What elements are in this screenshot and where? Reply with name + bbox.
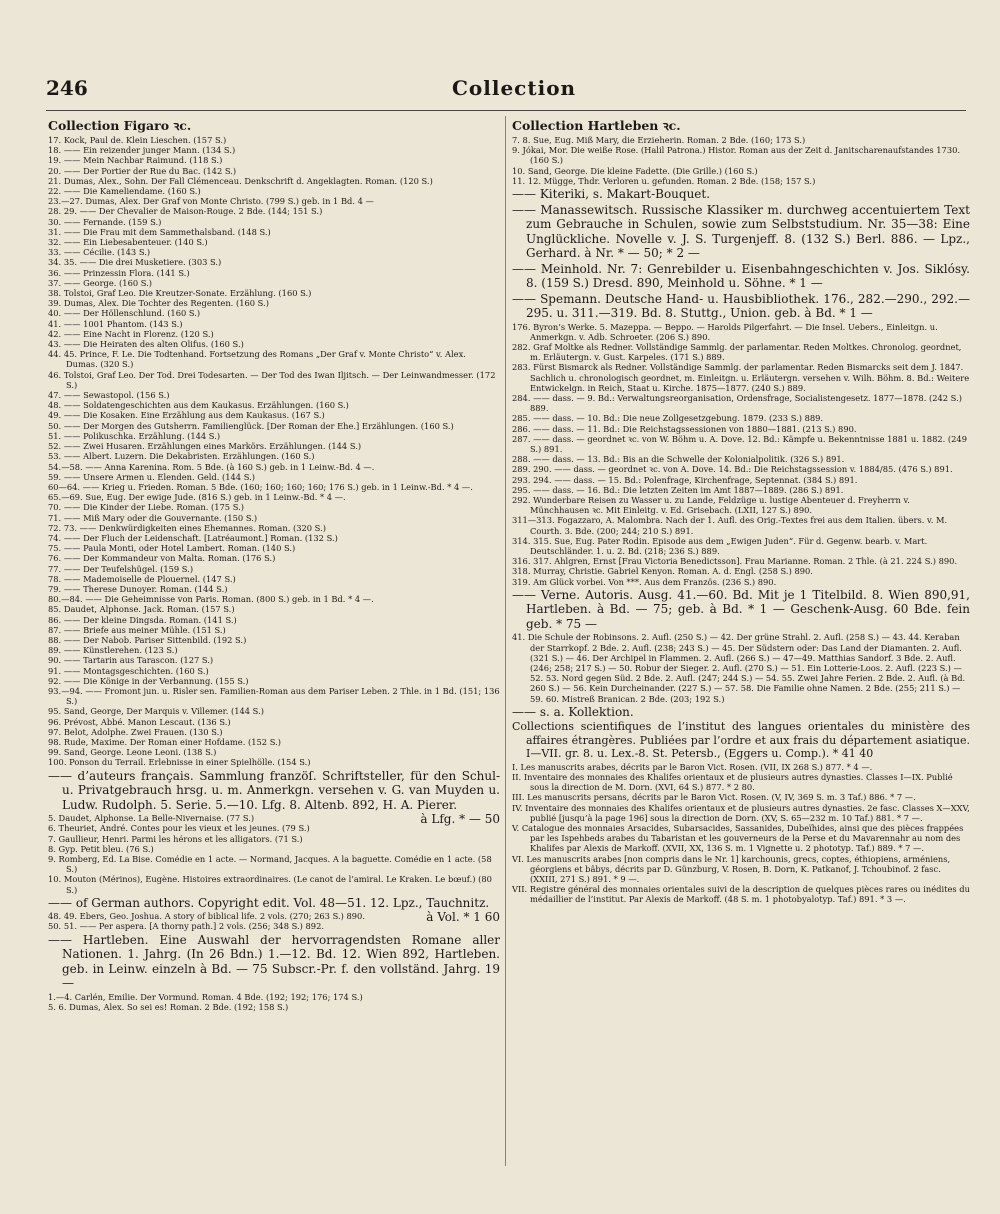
list-item: 289. 290. —— dass. — geordnet ꝛc. von A. Dove. 14. Bd.: Die Reichstagssession v. 1884/85. (476 S.) 891. [512, 464, 953, 475]
list-item: 99. Sand, George. Leone Leoni. (138 S.) [48, 747, 217, 758]
list-item: 33. —— Cécilie. (143 S.) [48, 247, 151, 258]
german-authors-price: à Vol. * 1 60 [426, 910, 500, 925]
list-item: 42. —— Eine Nacht in Florenz. (120 S.) [48, 328, 214, 339]
list-item: 72. 73. —— Denkwürdigkeiten eines Ehemannes. Roman. (320 S.) [48, 522, 326, 533]
list-item: 97. Belot, Adolphe. Zwei Frauen. (130 S.) [48, 726, 223, 737]
list-item: 21. Dumas, Alex., Sohn. Der Fall Clémenceau. Denkschrift d. Angeklagten. Roman. (120 S.) [48, 175, 433, 186]
section-heading-figaro: Collection Figaro ꝛc. [48, 118, 192, 133]
verne-entry-list [512, 632, 970, 703]
list-item: 295. —— dass. — 16. Bd.: Die letzten Zeiten im Amt 1887—1889. (286 S.) 891. [512, 484, 844, 495]
list-item: I. Les manuscrits arabes, décrits par le Baron Vict. Rosen. (VII, IX 268 S.) 877. * 4 —. [512, 761, 873, 772]
hartleben-entry-list [48, 992, 500, 1012]
list-item: 77. —— Der Teufelshügel. (159 S.) [48, 563, 194, 574]
page-number: 246 [46, 76, 88, 100]
list-item: 293. 294. —— dass. — 15. Bd.: Polenfrage, Kirchenfrage, Septennat. (384 S.) 891. [512, 474, 858, 485]
hartleben-continued-list [512, 135, 970, 186]
list-item: 20. —— Der Portier der Rue du Bac. (142 S.) [48, 165, 237, 176]
list-item: 50. 51. —— Per aspera. [A thorny path.] 2 vols. (256; 348 S.) 892. [48, 921, 324, 932]
list-item: 41. Die Schule der Robinsons. 2. Aufl. (250 S.) — 42. Der grüne Strahl. 2. Aufl. (258 S.) — 43. 44. Keraban der Starrkopf. 2 Bde. 2. Aufl. (238; 243 S.) — 45. Der Südstern oder: Das Land der Diamanten. 2. Aufl. (321 S.) — 46. Der Archipel in Flammen. 2. Aufl. (266 S.) — 47—49. Matthias Sandorf. 3 Bde. 2. Aufl. (246; 258; 217 S.) — 50. Robur der Sieger. 2. Aufl. (270 S.) — 51. Ein Lotterie-Loos. 2. Aufl. (223 S.) — 52. 53. Nord gegen Süd. 2 Bde. 2. Aufl. (247; 244 S.) — 54. 55. Zwei Jahre Ferien. 2 Bde. 2. Aufl. (à Bd. 260 S.) — 56. Kein Durcheinander. (227 S.) — 57. 58. Die Familie ohne Namen. 2 Bde. (255; 211 S.) — 59. 60. Mistreß Branican. 2 Bde. (203; 192 S.) [512, 632, 966, 704]
list-item: 85. Daudet, Alphonse. Jack. Roman. (157 S.) [48, 604, 235, 615]
list-item: 88. —— Der Nabob. Pariser Sittenbild. (192 S.) [48, 634, 247, 645]
list-item: 284. —— dass. — 9. Bd.: Verwaltungsreorganisation, Ordensfrage, Socialistengesetz. 1877—1878. (242 S.) 889. [512, 392, 962, 414]
auteurs-francais-text: —— d’auteurs français. Sammlung franzöſ. Schriftsteller, für den Schul- u. Privatgebrauch hrsg. u. m. Anmerkgn. versehen v. G. van Muyden u. Ludw. Rudolph. 5. Serie. 5.—10. Lfg. 8. Altenb. 892, H. A. Pierer. [48, 768, 500, 812]
list-item: 314. 315. Sue, Eug. Pater Rodin. Episode aus dem „Ewigen Juden“. Für d. Gegenw. bearb. v. Mart. Deutschländer. 1. u. 2. Bd. (218; 236 S.) 889. [512, 535, 928, 556]
list-item: 316. 317. Ahlgren, Ernst [Frau Victoria Benedictsson]. Frau Marianne. Roman. 2 Thle. (à 21. 224 S.) 890. [512, 556, 958, 567]
list-item: 95. Sand, George, Der Marquis v. Villemer. (144 S.) [48, 706, 264, 717]
list-item: IV. Inventaire des monnaies des Khalifes orientaux et de plusieurs autres dynasties. 2e fasc. Classes X—XXV, publié [jusqu’à la page 196] sous la direction de Dorn. (XV, S. 65—232 m. 10 Taf.) 881. * 7 —. [512, 802, 970, 823]
list-item: 49. —— Die Kosaken. Eine Erzählung aus dem Kaukasus. (167 S.) [48, 410, 325, 421]
spemann-entry: —— Spemann. Deutsche Hand- u. Hausbibliothek. 176., 282.—290., 292.—295. u. 311.—319. Bd. 8. Stuttg., Union. geb. à Bd. * 1 — [512, 291, 970, 321]
list-item: 40. —— Der Höllenschlund. (160 S.) [48, 308, 201, 319]
list-item: 7. Gaullieur, Henri. Parmi les hérons et les alligators. (71 S.) [48, 833, 303, 844]
list-item: 47. —— Sewastopol. (156 S.) [48, 390, 170, 401]
header-rule [46, 110, 966, 111]
list-item: 53. —— Albert. Luzern. Die Dekabristen. Erzählungen. (160 S.) [48, 451, 315, 462]
list-item: 78. —— Mademoiselle de Plouernel. (147 S.) [48, 573, 236, 584]
figaro-entry-list [48, 135, 500, 768]
collections-entry-list [512, 762, 970, 905]
list-item: 36. —— Prinzessin Flora. (141 S.) [48, 267, 190, 278]
list-item: 5. Daudet, Alphonse. La Belle-Nivernaise. (77 S.) [48, 813, 255, 824]
list-item: 5. 6. Dumas, Alex. So sei es! Roman. 2 Bde. (192; 158 S.) [48, 1001, 289, 1012]
list-item: 18. —— Ein reizender junger Mann. (134 S.) [48, 145, 236, 156]
list-item: 92. —— Die Könige in der Verbannung. (155 S.) [48, 675, 249, 686]
left-column [48, 116, 500, 1166]
list-item: 9. Jókai, Mor. Die weiße Rose. (Halil Patrona.) Histor. Roman aus der Zeit d. Janitscharenaufstandes 1730. (160 S.) [512, 145, 961, 166]
list-item: 34. 35. —— Die drei Musketiere. (303 S.) [48, 257, 222, 268]
list-item: 283. Fürst Bismarck als Redner. Vollständige Sammlg. der parlamentar. Reden Bismarcks seit dem J. 1847. Sachlich u. chronologisch geordnet, m. Einleitgn. u. Erläutergn. versehen v. Wilh. Böhm. 8. Bd.: Weitere Entwickelgn. in Reich, Staat u. Kirche. 1875—1877. (240 S.) 889. [512, 362, 970, 393]
list-item: 79. —— Therese Dunoyer. Roman. (144 S.) [48, 583, 228, 594]
german-authors-text: —— of German authors. Copyright edit. Vol. 48—51. 12. Lpz., Tauchnitz. [48, 895, 490, 910]
list-item: 10. Mouton (Mérinos), Eugène. Histoires extraordinaires. (Le canot de l’amiral. Le Kraken. Le bœuf.) (80 S.) [48, 874, 492, 895]
kiteriki-entry: —— Kiteriki, s. Makart-Bouquet. [512, 187, 711, 202]
list-item: 38. Tolstoi, Graf Leo. Die Kreutzer-Sonate. Erzählung. (160 S.) [48, 288, 312, 299]
list-item: 318. Murray, Christie. Gabriel Kenyon. Roman. A. d. Engl. (258 S.) 890. [512, 566, 813, 577]
list-item: 48. —— Soldatengeschichten aus dem Kaukasus. Erzählungen. (160 S.) [48, 400, 349, 411]
list-item: 48. 49. Ebers, Geo. Joshua. A story of biblical life. 2 vols. (270; 263 S.) 890. [48, 911, 365, 922]
list-item: 39. Dumas, Alex. Die Tochter des Regenten. (160 S.) [48, 298, 269, 309]
list-item: 86. —— Der kleine Dingsda. Roman. (141 S.) [48, 614, 237, 625]
list-item: 65.—69. Sue, Eug. Der ewige Jude. (816 S.) geb. in 1 Leinw.-Bd. * 4 —. [48, 492, 346, 503]
meinhold-entry: —— Meinhold. Nr. 7: Genrebilder u. Eisenbahngeschichten v. Jos. Siklósy. 8. (159 S.) Dresd. 890, Meinhold u. Söhne. * 1 — [512, 261, 970, 291]
column-divider [505, 116, 506, 1166]
list-item: 176. Byron’s Werke. 5. Mazeppa. — Beppo. — Harolds Pilgerfahrt. — Die Insel. Uebers., Einleitgn. u. Anmerkgn. v. Adb. Schroeter. (206 S.) 890. [512, 321, 938, 342]
list-item: 46. Tolstoi, Graf Leo. Der Tod. Drei Todesarten. — Der Tod des Iwan Iljitsch. — Der Leinwandmesser. (172 S.) [48, 369, 496, 390]
list-item: 80.—84. —— Die Geheimnisse von Paris. Roman. (800 S.) geb. in 1 Bd. * 4 —. [48, 594, 374, 605]
list-item: 76. —— Der Kommandeur von Malta. Roman. (176 S.) [48, 553, 276, 564]
auteurs-francais-price: à Lfg. * — 50 [420, 812, 500, 827]
list-item: 311—313. Fogazzaro, A. Malombra. Nach der 1. Aufl. des Orig.-Textes frei aus dem Italien. übers. v. M. Courth. 3. Bde. (200; 244; 210 S.) 891. [512, 515, 948, 536]
list-item: 75. —— Paula Monti, oder Hotel Lambert. Roman. (140 S.) [48, 543, 296, 554]
list-item: 8. Gyp. Petit bleu. (76 S.) [48, 843, 154, 854]
list-item: 91. —— Montagsgeschichten. (160 S.) [48, 665, 209, 676]
list-item: 30. —— Fernande. (159 S.) [48, 216, 162, 227]
list-item: 44. 45. Prince, F. Le. Die Todtenhand. Fortsetzung des Romans „Der Graf v. Monte Christo“ v. Alex. Dumas. (320 S.) [48, 349, 466, 370]
verne-entry: —— Verne. Autoris. Ausg. 41.—60. Bd. Mit je 1 Titelbild. 8. Wien 890,91, Hartleben. à Bd. — 75; geb. à Bd. * 1 — Geschenk-Ausg. 60 Bde. fein geb. * 75 — [512, 587, 970, 631]
list-item: 71. —— Miß Mary oder die Gouvernante. (150 S.) [48, 512, 258, 523]
section-heading-hartleben: Collection Hartleben ꝛc. [512, 118, 681, 133]
kollektion-entry: —— s. a. Kollektion. [512, 704, 634, 719]
list-item: 288. —— dass. — 13. Bd.: Bis an die Schwelle der Kolonialpolitik. (326 S.) 891. [512, 454, 845, 465]
list-item: 87. —— Briefe aus meiner Mühle. (151 S.) [48, 624, 226, 635]
list-item: 98. Rude, Maxime. Der Roman einer Hofdame. (152 S.) [48, 736, 281, 747]
list-item: 41. —— 1001 Phantom. (143 S.) [48, 318, 183, 329]
list-item: 43. —— Die Heiraten des alten Olifus. (160 S.) [48, 339, 244, 350]
list-item: 59. —— Unsere Armen u. Elenden. Geld. (144 S.) [48, 471, 255, 482]
list-item: 32. —— Ein Liebesabenteuer. (140 S.) [48, 237, 208, 248]
list-item: 7. 8. Sue, Eug. Miß Mary, die Erzieherin. Roman. 2 Bde. (160; 173 S.) [512, 135, 806, 145]
list-item: 285. —— dass. — 10. Bd.: Die neue Zollgesetzgebung. 1879. (233 S.) 889. [512, 413, 824, 424]
list-item: 28. 29. —— Der Chevalier de Maison-Rouge. 2 Bde. (144; 151 S.) [48, 206, 323, 217]
list-item: 96. Prévost, Abbé. Manon Lescaut. (136 S.) [48, 716, 231, 727]
list-item: 23.—27. Dumas, Alex. Der Graf von Monte Christo. (799 S.) geb. in 1 Bd. 4 — [48, 196, 374, 207]
list-item: V. Catalogue des monnaies Arsacides, Subarsacides, Sassanides, Dubeïhides, ainsi que des pièces frappées par les Ispehbeds arabes du Tabaristan et les gouverneurs de la Perse et du Mavarennahr au nom des Khalifes par Alexis de Markoff. (XVII, XX, 136 S. m. 1 Vignette u. 2 phototyp. Taf.) 889. * 7 —. [512, 822, 964, 854]
list-item: 54.—58. —— Anna Karenina. Rom. 5 Bde. (à 160 S.) geb. in 1 Leinw.-Bd. 4 —. [48, 461, 375, 472]
list-item: VI. Les manuscrits arabes [non compris dans le Nr. 1] karchounis, grecs, coptes, éthiopiens, arméniens, géorgiens et bâbys, décrits par D. Günzburg, V. Rosen, B. Dorn, K. Patkanof, J. Tchoubinof. 2 fasc. (XXIII, 271 S.) 891. * 9 —. [512, 853, 951, 884]
list-item: 93.—94. —— Fromont jun. u. Risler sen. Familien-Roman aus dem Pariser Leben. 2 Thle. in 1 Bd. (151; 136 S.) [48, 685, 500, 707]
list-item: 10. Sand, George. Die kleine Fadette. (Die Grille.) (160 S.) [512, 165, 758, 176]
list-item: 319. Am Glück vorbei. Von ***. Aus dem Französ. (236 S.) 890. [512, 576, 777, 587]
list-item: 89. —— Künstlerehen. (123 S.) [48, 645, 178, 656]
list-item: 282. Graf Moltke als Redner. Vollständige Sammlg. der parlamentar. Reden Moltkes. Chronolog. geordnet, m. Erläutergn. v. Gust. Karpeles. (171 S.) 889. [512, 341, 962, 363]
list-item: 1.—4. Carlén, Emilie. Der Vormund. Roman. 4 Bde. (192; 192; 176; 174 S.) [48, 991, 363, 1002]
spemann-entry-list [512, 322, 970, 587]
list-item: II. Inventaire des monnaies des Khalifes orientaux et de plusieurs autres dynasties. Classes I—IX. Publié sous la direction de M. Dorn. (XVI, 64 S.) 877. * 2 80. [512, 771, 953, 793]
list-item: III. Les manuscrits persans, décrits par le Baron Vict. Rosen. (V, IV, 369 S. m. 3 Taf.) 886. * 7 —. [512, 792, 916, 803]
list-item: 70. —— Die Kinder der Liebe. Roman. (175 S.) [48, 502, 244, 513]
hartleben-entry: —— Hartleben. Eine Auswahl der hervorragendsten Romane aller Nationen. 1. Jahrg. (In 26 Bdn.) 1.—12. Bd. 12. Wien 892, Hartleben. geb. in Leinw. einzeln à Bd. — 75 Subscr.-Pr. f. den vollständ. Jahrg. 19 — [48, 932, 500, 991]
list-item: 17. Kock, Paul de. Klein Lieschen. (157 S.) [48, 135, 227, 145]
list-item: 60—64. —— Krieg u. Frieden. Roman. 5 Bde. (160; 160; 160; 160; 176 S.) geb. in 1 Leinw.-Bd. * 4 —. [48, 481, 473, 492]
list-item: 11. 12. Mügge, Thdr. Verloren u. gefunden. Roman. 2 Bde. (158; 157 S.) [512, 175, 816, 186]
list-item: 100. Ponson du Terrail. Erlebnisse in einer Spielhölle. (154 S.) [48, 757, 311, 768]
list-item: 22. —— Die Kameliendame. (160 S.) [48, 186, 201, 197]
list-item: 9. Romberg, Ed. La Bise. Comédie en 1 acte. — Normand, Jacques. A la baguette. Comédie en 1 acte. (58 S.) [48, 853, 492, 875]
list-item: 90. —— Tartarin aus Tarascon. (127 S.) [48, 655, 214, 666]
list-item: 6. Theuriet, André. Contes pour les vieux et les jeunes. (79 S.) [48, 823, 310, 834]
list-item: 286. —— dass. — 11. Bd.: Die Reichstagssessionen von 1880—1881. (213 S.) 890. [512, 423, 857, 434]
list-item: 51. —— Polikuschka. Erzählung. (144 S.) [48, 430, 221, 441]
list-item: 19. —— Mein Nachbar Raimund. (118 S.) [48, 155, 223, 166]
list-item: 37. —— George. (160 S.) [48, 277, 153, 288]
running-title: Collection [452, 76, 577, 100]
list-item: 292. Wunderbare Reisen zu Wasser u. zu Lande, Feldzüge u. lustige Abenteuer d. Freyherrn v. Münchhausen ꝛc. Mit Einleitg. v. Ed. Grisebach. (LXII, 127 S.) 890. [512, 494, 910, 516]
collections-scientifiques-entry: Collections scientifiques de l’institut des langues orientales du ministère des affaires étrangères. Publiées par l’ordre et aux frais du département asiatique. I—VII. gr. 8. u. Lex.-8. St. Petersb., (Eggers u. Comp.). * 41 40 [512, 720, 970, 761]
list-item: 52. —— Zwei Husaren. Erzählungen eines Markörs. Erzählungen. (144 S.) [48, 441, 362, 452]
list-item: 287. —— dass. — geordnet ꝛc. von W. Böhm u. A. Dove. 12. Bd.: Kämpfe u. Bekenntnisse 1881 u. 1882. (249 S.) 891. [512, 433, 967, 454]
list-item: 50. —— Der Morgen des Gutsherrn. Familienglück. [Der Roman der Ehe.] Erzählungen. (160 S.) [48, 420, 454, 431]
list-item: 74. —— Der Fluch der Leidenschaft. [Latréaumont.] Roman. (132 S.) [48, 532, 338, 543]
right-column [512, 116, 970, 1176]
list-item: 31. —— Die Frau mit dem Sammethalsband. (148 S.) [48, 226, 271, 237]
manassewitsch-entry: —— Manassewitsch. Russische Klassiker m. durchweg accentuiertem Text zum Gebrauche in Schulen, sowie zum Selbststudium. Nr. 35—38: Eine Unglückliche. Novelle v. J. S. Turgenjeff. 8. (132 S.) Berl. 886. — Lpz., Gerhard. à Nr. * — 50; * 2 — [512, 202, 970, 261]
list-item: VII. Registre général des monnaies orientales suivi de la description de quelques pièces rares ou inédites du médaillier de l’institut. Par Alexis de Markoff. (48 S. m. 1 photobyalotyp. Taf.) 891. * 3 —. [512, 884, 970, 905]
